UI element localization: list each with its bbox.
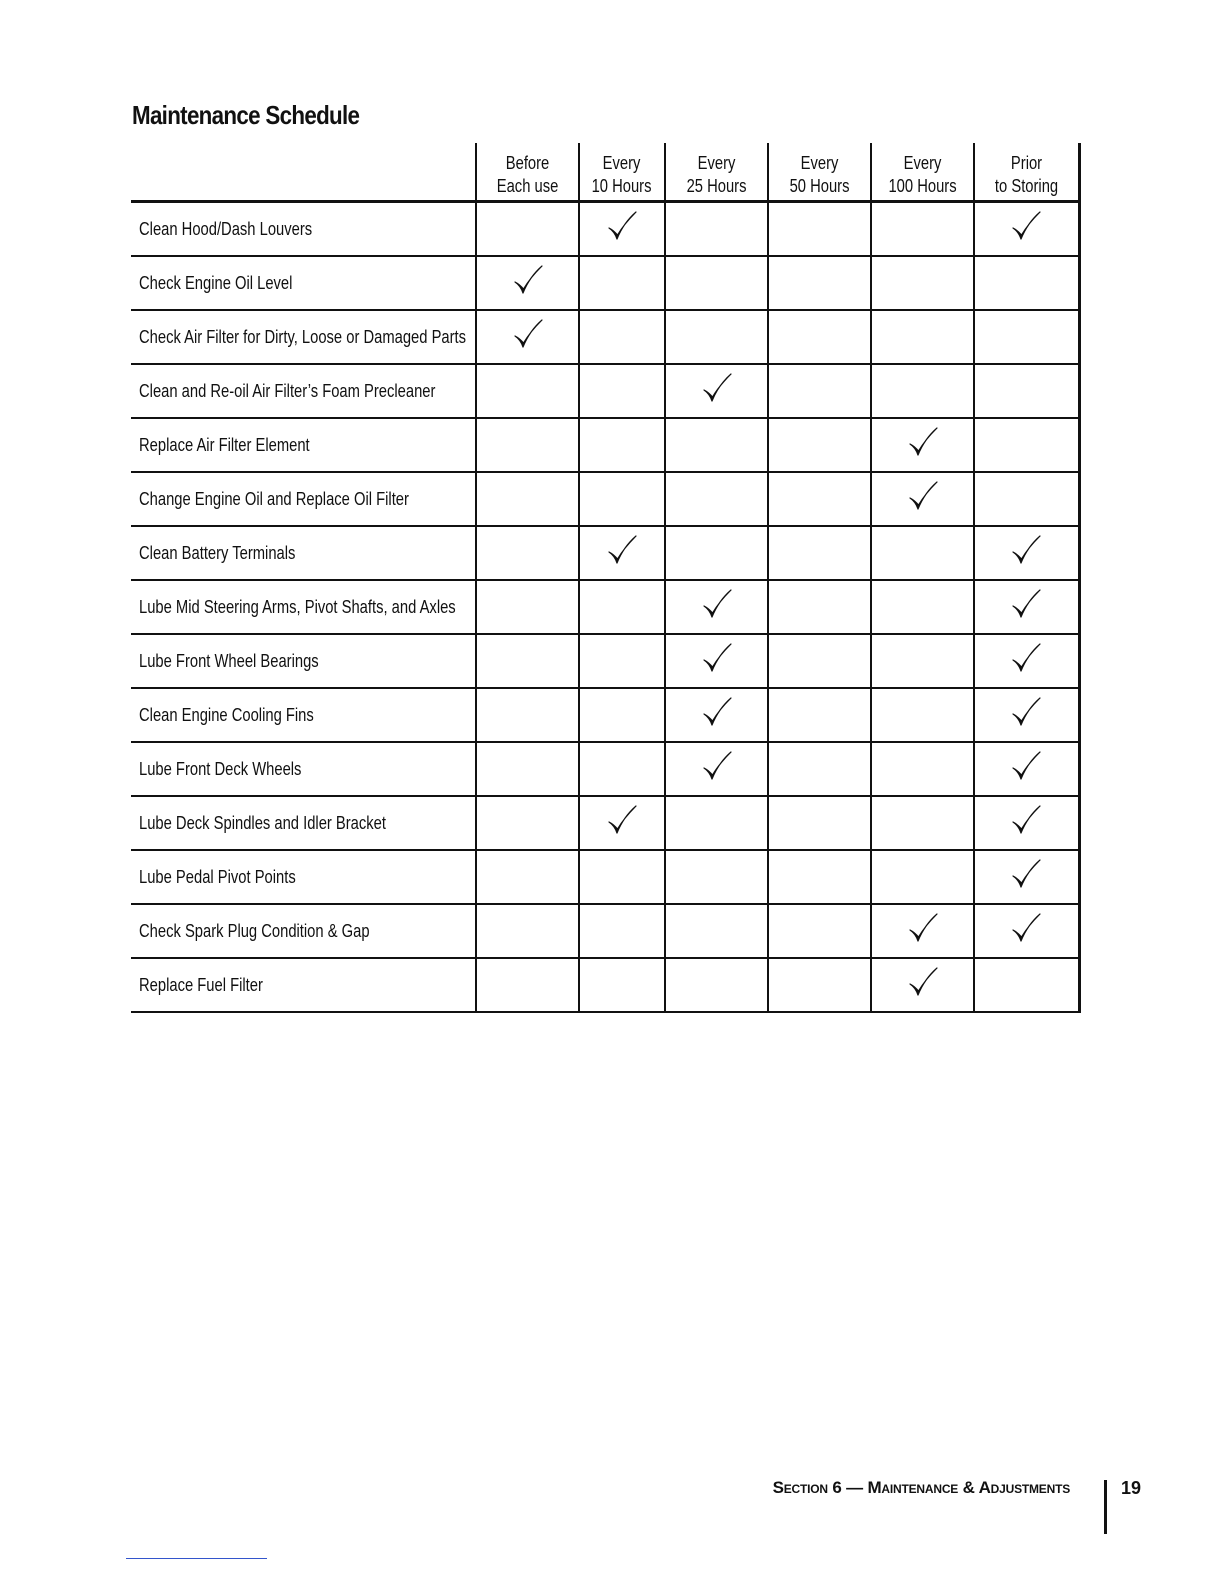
schedule-cell [974, 634, 1079, 688]
task-label: Lube Deck Spindles and Idler Bracket [139, 812, 386, 833]
schedule-cell [665, 904, 768, 958]
schedule-cell [665, 418, 768, 472]
checkmark-icon [701, 642, 733, 674]
task-label: Clean Hood/Dash Louvers [139, 218, 313, 239]
table-row [131, 742, 1079, 796]
header-line2: 100 Hours [888, 176, 957, 196]
checkmark-icon [701, 696, 733, 728]
checkmark-icon [606, 804, 638, 836]
schedule-cell [768, 256, 871, 310]
task-label: Lube Mid Steering Arms, Pivot Shafts, and Axles [139, 596, 456, 617]
header-line1: Every [603, 153, 641, 173]
checkmark-icon [701, 588, 733, 620]
header-line2: 25 Hours [686, 176, 747, 196]
schedule-cell [476, 904, 579, 958]
table-row [131, 472, 1079, 526]
checkmark-icon [512, 318, 544, 350]
schedule-cell [476, 526, 579, 580]
header-every-50-hours [768, 143, 871, 202]
checkmark-icon [907, 480, 939, 512]
task-cell [131, 904, 476, 958]
table-row [131, 310, 1079, 364]
task-label: Lube Pedal Pivot Points [139, 866, 296, 887]
schedule-cell [871, 472, 974, 526]
schedule-cell [768, 634, 871, 688]
header-line2: to Storing [994, 176, 1058, 196]
schedule-cell [476, 202, 579, 257]
schedule-cell [974, 526, 1079, 580]
checkmark-icon [1010, 642, 1042, 674]
page-title: Maintenance Schedule [132, 100, 360, 130]
schedule-cell [974, 580, 1079, 634]
page-number: 19 [1121, 1478, 1142, 1498]
schedule-cell [476, 418, 579, 472]
table-row [131, 256, 1079, 310]
schedule-cell [974, 310, 1079, 364]
schedule-cell [476, 742, 579, 796]
checkmark-icon [907, 426, 939, 458]
schedule-cell [871, 904, 974, 958]
table-row [131, 202, 1079, 257]
schedule-cell [871, 796, 974, 850]
schedule-cell [871, 742, 974, 796]
task-cell [131, 634, 476, 688]
schedule-cell [768, 796, 871, 850]
schedule-cell [579, 580, 665, 634]
schedule-cell [579, 472, 665, 526]
schedule-cell [579, 526, 665, 580]
schedule-cell [871, 364, 974, 418]
header-line2: 10 Hours [592, 176, 652, 196]
task-cell [131, 364, 476, 418]
schedule-cell [871, 850, 974, 904]
schedule-cell [476, 472, 579, 526]
schedule-cell [768, 742, 871, 796]
schedule-cell [768, 526, 871, 580]
header-line1: Every [697, 153, 736, 173]
schedule-cell [665, 796, 768, 850]
schedule-cell [974, 202, 1079, 257]
schedule-cell [768, 958, 871, 1012]
schedule-cell [665, 580, 768, 634]
task-cell [131, 580, 476, 634]
schedule-cell [579, 688, 665, 742]
schedule-cell [476, 364, 579, 418]
schedule-cell [871, 580, 974, 634]
maintenance-schedule-table [131, 143, 1081, 1013]
schedule-cell [768, 472, 871, 526]
table-row [131, 364, 1079, 418]
schedule-cell [871, 688, 974, 742]
header-line2: Each use [496, 176, 559, 196]
task-cell [131, 256, 476, 310]
schedule-cell [665, 364, 768, 418]
header-every-10-hours [579, 143, 665, 202]
schedule-cell [768, 850, 871, 904]
schedule-cell [768, 904, 871, 958]
header-row [131, 143, 1079, 202]
schedule-cell [476, 310, 579, 364]
task-cell [131, 310, 476, 364]
schedule-cell [871, 310, 974, 364]
schedule-cell [768, 418, 871, 472]
table-row [131, 580, 1079, 634]
header-before-each-use [476, 143, 579, 202]
task-cell [131, 202, 476, 257]
schedule-cell [665, 526, 768, 580]
schedule-cell [871, 526, 974, 580]
checkmark-icon [606, 210, 638, 242]
header-prior-to-storing [974, 143, 1079, 202]
schedule-cell [665, 958, 768, 1012]
checkmark-icon [606, 534, 638, 566]
table-row [131, 526, 1079, 580]
schedule-cell [768, 580, 871, 634]
schedule-cell [974, 742, 1079, 796]
schedule-cell [974, 688, 1079, 742]
task-cell [131, 418, 476, 472]
schedule-cell [476, 634, 579, 688]
checkmark-icon [907, 912, 939, 944]
bottom-rule [126, 1558, 267, 1559]
checkmark-icon [1010, 534, 1042, 566]
schedule-cell [579, 904, 665, 958]
schedule-cell [579, 742, 665, 796]
schedule-cell [579, 958, 665, 1012]
task-label: Clean Engine Cooling Fins [139, 704, 314, 725]
task-cell [131, 688, 476, 742]
schedule-cell [974, 472, 1079, 526]
checkmark-icon [1010, 912, 1042, 944]
task-label: Clean and Re-oil Air Filter’s Foam Precleaner [139, 380, 436, 401]
schedule-cell [579, 796, 665, 850]
schedule-cell [871, 256, 974, 310]
table-row [131, 796, 1079, 850]
checkmark-icon [1010, 696, 1042, 728]
table-row [131, 634, 1079, 688]
schedule-cell [974, 850, 1079, 904]
table-row [131, 850, 1079, 904]
schedule-cell [476, 256, 579, 310]
checkmark-icon [512, 264, 544, 296]
task-label: Clean Battery Terminals [139, 542, 296, 563]
task-label: Change Engine Oil and Replace Oil Filter [139, 488, 409, 509]
task-label: Lube Front Wheel Bearings [139, 650, 319, 671]
schedule-cell [579, 634, 665, 688]
schedule-cell [974, 256, 1079, 310]
header-line1: Every [903, 153, 942, 173]
schedule-cell [665, 202, 768, 257]
schedule-cell [665, 688, 768, 742]
schedule-cell [665, 256, 768, 310]
header-task-column [131, 143, 476, 202]
task-label: Lube Front Deck Wheels [139, 758, 302, 779]
table-row [131, 904, 1079, 958]
schedule-cell [768, 310, 871, 364]
checkmark-icon [1010, 588, 1042, 620]
schedule-cell [871, 418, 974, 472]
schedule-cell [974, 364, 1079, 418]
checkmark-icon [701, 750, 733, 782]
schedule-cell [579, 310, 665, 364]
footer-divider [1104, 1480, 1107, 1534]
task-label: Replace Fuel Filter [139, 974, 263, 995]
header-line1: Prior [1010, 153, 1042, 173]
schedule-cell [974, 958, 1079, 1012]
schedule-cell [665, 472, 768, 526]
schedule-cell [579, 418, 665, 472]
table-body [131, 202, 1079, 1013]
header-line1: Every [800, 153, 839, 173]
header-line1: Before [505, 153, 550, 173]
table-row [131, 688, 1079, 742]
table-header [131, 143, 1079, 202]
schedule-cell [871, 958, 974, 1012]
schedule-cell [579, 202, 665, 257]
schedule-cell [665, 850, 768, 904]
table-row [131, 958, 1079, 1012]
checkmark-icon [1010, 858, 1042, 890]
task-cell [131, 742, 476, 796]
task-label: Check Engine Oil Level [139, 272, 293, 293]
task-label: Check Air Filter for Dirty, Loose or Damaged Parts [139, 326, 467, 347]
task-cell [131, 958, 476, 1012]
schedule-cell [768, 688, 871, 742]
schedule-cell [476, 688, 579, 742]
schedule-cell [579, 256, 665, 310]
schedule-cell [768, 202, 871, 257]
schedule-cell [476, 958, 579, 1012]
schedule-cell [665, 742, 768, 796]
header-every-100-hours [871, 143, 974, 202]
task-cell [131, 526, 476, 580]
schedule-cell [974, 904, 1079, 958]
schedule-cell [476, 796, 579, 850]
schedule-cell [871, 634, 974, 688]
task-cell [131, 796, 476, 850]
schedule-cell [871, 202, 974, 257]
schedule-cell [579, 850, 665, 904]
schedule-cell [665, 634, 768, 688]
section-footer: Section 6 — Maintenance & Adjustments [772, 1478, 1070, 1497]
schedule-cell [974, 418, 1079, 472]
schedule-cell [768, 364, 871, 418]
checkmark-icon [1010, 804, 1042, 836]
task-label: Check Spark Plug Condition & Gap [139, 920, 370, 941]
schedule-cell [579, 364, 665, 418]
task-label: Replace Air Filter Element [139, 434, 310, 455]
checkmark-icon [907, 966, 939, 998]
schedule-cell [665, 310, 768, 364]
checkmark-icon [1010, 750, 1042, 782]
schedule-cell [974, 796, 1079, 850]
table-row [131, 418, 1079, 472]
checkmark-icon [701, 372, 733, 404]
header-line2: 50 Hours [789, 176, 850, 196]
task-cell [131, 850, 476, 904]
schedule-cell [476, 580, 579, 634]
schedule-cell [476, 850, 579, 904]
checkmark-icon [1010, 210, 1042, 242]
header-every-25-hours [665, 143, 768, 202]
task-cell [131, 472, 476, 526]
